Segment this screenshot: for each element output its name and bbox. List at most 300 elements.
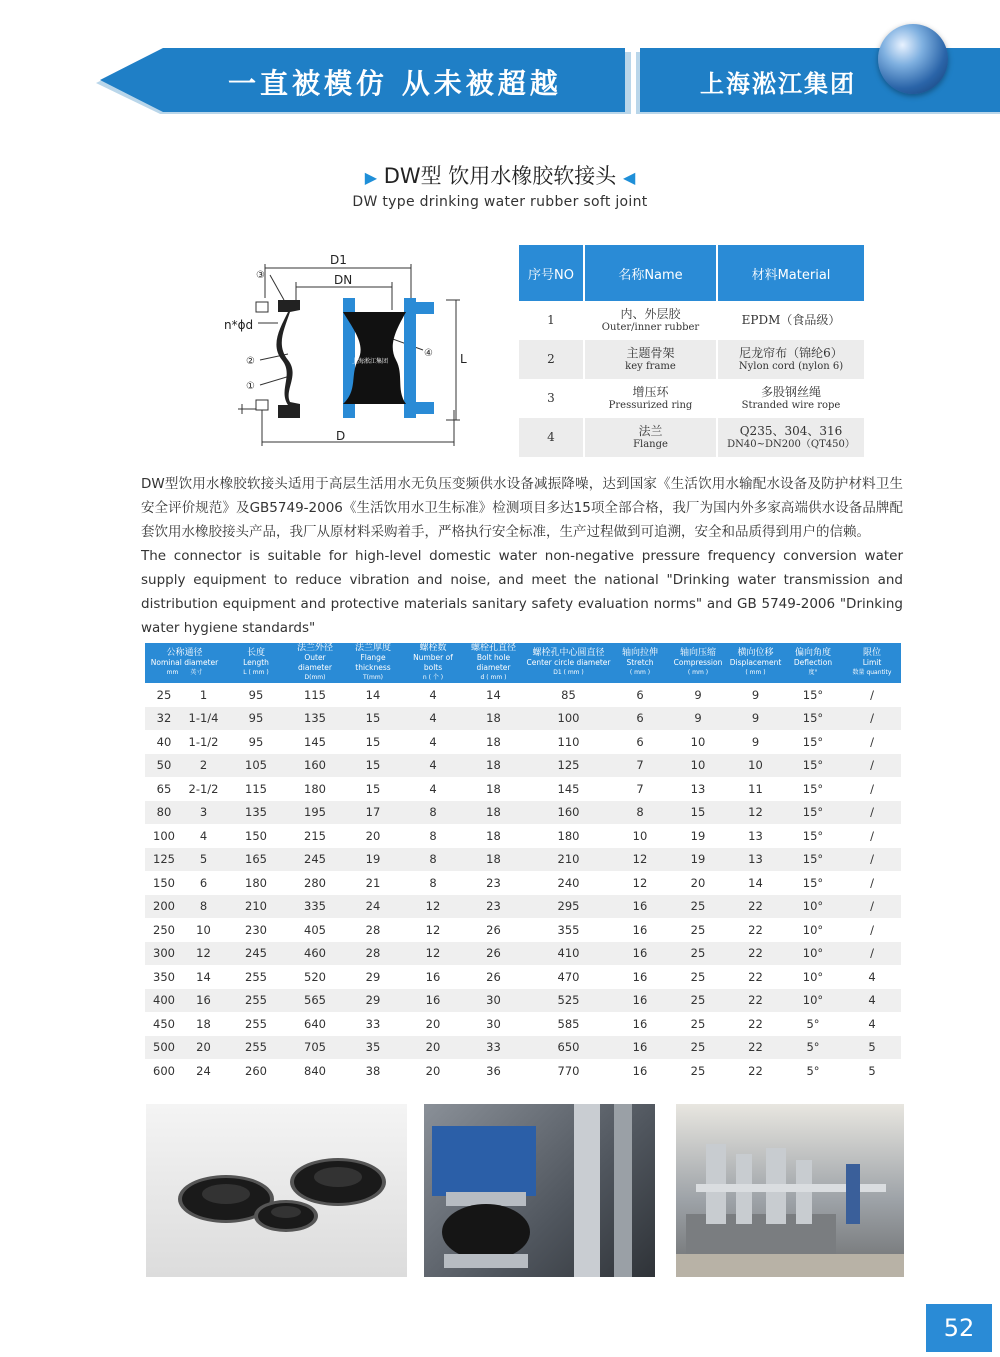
- materials-material-1: 尼龙帘布（锦纶6）: [739, 345, 843, 360]
- materials-name-en: key frame: [625, 360, 676, 372]
- table-cell: 115: [245, 781, 267, 796]
- table-row: [145, 895, 901, 919]
- table-cell: 295: [525, 895, 612, 919]
- table-cell: 22: [728, 989, 783, 1013]
- table-cell: 5°: [806, 1016, 820, 1031]
- label-dn: DN: [334, 273, 353, 287]
- materials-material: [717, 379, 864, 418]
- table-cell: 19: [690, 828, 706, 843]
- table-cell: 100: [153, 828, 175, 843]
- table-cell: 22: [748, 969, 763, 984]
- table-cell: /: [870, 828, 874, 843]
- table-cell: 38: [365, 1063, 381, 1078]
- spec-header-en: Flange thickness: [355, 653, 391, 672]
- table-cell: /: [870, 922, 874, 937]
- materials-header-no: 序号NO: [519, 245, 584, 301]
- spec-header-cn: 螺栓孔中心圆直径: [532, 648, 605, 658]
- table-cell: 8: [404, 848, 462, 872]
- table-cell: 180: [245, 875, 267, 890]
- table-cell: 21: [365, 875, 381, 890]
- materials-name-en: Pressurized ring: [608, 399, 693, 411]
- table-cell: 15°: [802, 687, 824, 702]
- table-cell: 95: [248, 734, 264, 749]
- table-cell: 15°: [783, 801, 843, 825]
- table-cell: 95: [248, 687, 264, 702]
- materials-name: [584, 340, 717, 379]
- table-cell: 16: [404, 989, 462, 1013]
- table-cell: 5: [843, 1036, 901, 1060]
- materials-name-cn: 法兰: [638, 423, 663, 438]
- spec-header-cn: 法兰外径: [296, 643, 333, 653]
- table-row: [145, 683, 901, 707]
- table-cell: 33: [462, 1036, 525, 1060]
- materials-row: [519, 418, 864, 457]
- table-cell: 2: [183, 754, 224, 778]
- table-row: [145, 801, 901, 825]
- table-cell: 585: [557, 1016, 580, 1031]
- materials-name-en: Outer/inner rubber: [601, 321, 700, 333]
- table-cell: 10°: [783, 942, 843, 966]
- table-cell: 7: [636, 781, 644, 796]
- table-cell: 840: [304, 1063, 326, 1078]
- spec-header-en: Stretch: [626, 658, 654, 667]
- spec-header-cn: 法兰厚度: [354, 643, 391, 653]
- table-cell: 8: [404, 801, 462, 825]
- materials-row: [519, 379, 864, 418]
- table-cell: 15: [365, 781, 381, 796]
- spec-header-cell: [145, 643, 224, 683]
- triangle-right-icon: ▶: [364, 168, 377, 187]
- table-cell: 23: [486, 875, 501, 890]
- table-row: [145, 1012, 901, 1036]
- table-cell: 1-1/4: [183, 707, 224, 731]
- table-cell: 5: [868, 1063, 876, 1078]
- spec-header-cell: [612, 643, 668, 683]
- table-cell: 15: [668, 801, 728, 825]
- table-cell: 25: [690, 1063, 706, 1078]
- materials-no: 3: [519, 379, 584, 418]
- spec-header-unit: L ( mm ): [243, 669, 269, 676]
- table-cell: 9: [751, 687, 760, 702]
- spec-header-cn: 轴向压缩: [679, 648, 716, 658]
- spec-header-en: Bolt hole diameter: [476, 653, 511, 672]
- table-cell: 13: [748, 828, 763, 843]
- table-cell: 4: [843, 989, 901, 1013]
- table-cell: /: [870, 781, 874, 796]
- table-cell: 12: [728, 801, 783, 825]
- table-cell: 125: [145, 848, 183, 872]
- spec-header-en: Deflection: [793, 658, 833, 667]
- table-cell: 280: [304, 875, 326, 890]
- table-cell: 16: [612, 942, 668, 966]
- table-cell: 405: [304, 922, 326, 937]
- materials-material: [717, 418, 864, 457]
- callout-4: ④: [424, 348, 433, 359]
- spec-table: [145, 643, 901, 1083]
- triangle-left-icon: ◀: [622, 168, 636, 187]
- materials-row: [519, 301, 864, 340]
- table-cell: /: [843, 754, 901, 778]
- table-cell: 16: [632, 1016, 648, 1031]
- table-cell: 12: [425, 922, 441, 937]
- table-cell: 15°: [802, 781, 824, 796]
- table-cell: 28: [365, 922, 381, 937]
- table-cell: /: [870, 687, 874, 702]
- page-title: [0, 160, 1000, 190]
- table-cell: 25: [668, 942, 728, 966]
- spec-header-row: [145, 643, 901, 683]
- table-cell: 14: [196, 969, 211, 984]
- spec-header-cn: 公称通径: [166, 648, 203, 658]
- table-cell: 15°: [802, 828, 824, 843]
- product-description: [141, 472, 903, 640]
- spec-header-unit: ( mm ): [745, 669, 766, 676]
- table-cell: 18: [462, 707, 525, 731]
- materials-name-cn: 主题骨架: [626, 345, 675, 360]
- spec-header-cn: 限位: [862, 648, 881, 658]
- table-cell: 2-1/2: [188, 781, 219, 796]
- table-cell: 215: [304, 828, 326, 843]
- table-cell: 12: [612, 848, 668, 872]
- label-d: D: [336, 429, 346, 443]
- table-cell: 16: [632, 969, 648, 984]
- materials-table: [519, 245, 864, 457]
- table-cell: 350: [153, 969, 175, 984]
- table-cell: 640: [304, 1016, 326, 1031]
- spec-header-unit: D(mm): [304, 674, 326, 681]
- table-cell: 210: [525, 848, 612, 872]
- table-cell: 410: [525, 942, 612, 966]
- table-cell: 15°: [783, 707, 843, 731]
- table-row: [145, 848, 901, 872]
- table-cell: 17: [342, 801, 404, 825]
- table-cell: 135: [288, 707, 342, 731]
- description-en: The connector is suitable for high-level domestic water non-negative pressure frequency conversion water supply equipment to reduce vibration and noise, and meet the national "Drinking water transmission and distribution equipment and protective materials sanitary safety evaluation norms" and GB 5749-2006 "Drinking water hygiene standards": [141, 548, 903, 636]
- table-cell: 125: [525, 754, 612, 778]
- table-cell: 20: [425, 1016, 441, 1031]
- table-cell: 15°: [783, 848, 843, 872]
- table-row: [145, 777, 901, 801]
- table-cell: 10°: [783, 989, 843, 1013]
- table-cell: 8: [429, 875, 437, 890]
- table-cell: 520: [304, 969, 326, 984]
- spec-header-cell: [525, 643, 612, 683]
- table-cell: 16: [632, 922, 648, 937]
- materials-header-material: 材料Material: [717, 245, 864, 301]
- table-cell: 15°: [802, 734, 824, 749]
- table-cell: 10: [668, 754, 728, 778]
- table-cell: 25: [668, 895, 728, 919]
- table-row: [145, 1059, 901, 1083]
- table-cell: 3: [183, 801, 224, 825]
- table-cell: 18: [462, 848, 525, 872]
- table-cell: 600: [153, 1063, 175, 1078]
- table-cell: 4: [868, 969, 876, 984]
- table-cell: 1: [199, 687, 208, 702]
- spec-header-en: Center circle diameter: [526, 658, 611, 667]
- table-cell: 22: [748, 922, 763, 937]
- table-cell: 22: [748, 1016, 763, 1031]
- materials-material: [717, 301, 864, 340]
- table-cell: 20: [425, 1063, 441, 1078]
- materials-name: [584, 301, 717, 340]
- materials-material-1: 多股钢丝绳: [760, 384, 821, 399]
- table-cell: 5°: [806, 1063, 820, 1078]
- materials-name: [584, 379, 717, 418]
- callout-2: ②: [246, 356, 255, 367]
- table-cell: /: [843, 707, 901, 731]
- table-cell: 460: [288, 942, 342, 966]
- table-row: [145, 989, 901, 1013]
- materials-header-name: 名称Name: [584, 245, 717, 301]
- table-cell: 25: [668, 1036, 728, 1060]
- table-cell: 200: [145, 895, 183, 919]
- table-cell: 22: [728, 942, 783, 966]
- spec-header-cell: [462, 643, 525, 683]
- table-cell: 180: [304, 781, 326, 796]
- table-cell: 15°: [783, 754, 843, 778]
- table-cell: 29: [342, 989, 404, 1013]
- table-cell: 26: [486, 922, 501, 937]
- table-cell: 5: [183, 848, 224, 872]
- product-photo-installed: [424, 1104, 655, 1277]
- table-cell: 18: [486, 734, 501, 749]
- table-cell: 18: [486, 781, 501, 796]
- table-cell: 10°: [802, 969, 824, 984]
- table-cell: 13: [690, 781, 706, 796]
- table-cell: 16: [183, 989, 224, 1013]
- table-cell: 4: [404, 707, 462, 731]
- header-slogan: 一直被模仿 从未被超越: [228, 67, 562, 100]
- table-cell: 400: [145, 989, 183, 1013]
- spec-header-cell: [728, 643, 783, 683]
- table-cell: 19: [342, 848, 404, 872]
- spec-header-unit: D1 ( mm ): [553, 669, 584, 676]
- table-cell: 16: [612, 1036, 668, 1060]
- table-cell: 150: [153, 875, 175, 890]
- table-cell: 145: [557, 781, 580, 796]
- spec-header-cn: 长度: [246, 648, 265, 658]
- spec-header-en: Nominal diameter: [150, 658, 219, 667]
- table-cell: 245: [288, 848, 342, 872]
- table-cell: 23: [462, 895, 525, 919]
- materials-no: 1: [519, 301, 584, 340]
- materials-name: [584, 418, 717, 457]
- table-row: [145, 1036, 901, 1060]
- table-cell: 14: [365, 687, 381, 702]
- table-cell: /: [870, 734, 874, 749]
- table-cell: 150: [245, 828, 267, 843]
- table-cell: 10: [690, 734, 706, 749]
- table-cell: 160: [288, 754, 342, 778]
- callout-3: ③: [256, 270, 265, 281]
- spec-header-unit: 度°: [808, 669, 818, 676]
- table-cell: 18: [462, 754, 525, 778]
- table-row: [145, 824, 901, 848]
- table-cell: 95: [224, 707, 288, 731]
- spec-header-en: Compression: [673, 658, 723, 667]
- table-cell: 10: [196, 922, 211, 937]
- table-cell: 80: [145, 801, 183, 825]
- table-cell: 255: [245, 969, 267, 984]
- table-cell: 115: [304, 687, 326, 702]
- spec-header-cn: 螺栓数: [419, 643, 447, 653]
- spec-header-en: Limit: [862, 658, 882, 667]
- materials-no: 4: [519, 418, 584, 457]
- table-cell: 4: [429, 781, 437, 796]
- table-cell: 4: [404, 754, 462, 778]
- spec-header-en: Displacement: [729, 658, 782, 667]
- table-cell: 8: [183, 895, 224, 919]
- materials-row: [519, 340, 864, 379]
- table-cell: 500: [145, 1036, 183, 1060]
- table-cell: 36: [486, 1063, 501, 1078]
- globe-icon: [878, 24, 948, 94]
- table-cell: 15: [365, 734, 381, 749]
- table-cell: 16: [612, 895, 668, 919]
- table-cell: 100: [525, 707, 612, 731]
- table-cell: 13: [728, 848, 783, 872]
- spec-header-cell: [783, 643, 843, 683]
- materials-material: [717, 340, 864, 379]
- table-cell: 25: [690, 969, 706, 984]
- table-cell: 6: [199, 875, 208, 890]
- spec-header-unit: n ( 个 ): [422, 674, 444, 681]
- table-cell: 12: [404, 895, 462, 919]
- table-cell: 15: [342, 707, 404, 731]
- table-cell: /: [843, 801, 901, 825]
- spec-header-cell: [843, 643, 901, 683]
- table-cell: 525: [525, 989, 612, 1013]
- callout-1: ①: [246, 381, 255, 392]
- table-cell: 105: [224, 754, 288, 778]
- spec-header-en: Number of bolts: [413, 653, 453, 672]
- page-title-text: DW型 饮用水橡胶软接头: [383, 164, 617, 188]
- table-cell: 5°: [783, 1036, 843, 1060]
- table-cell: 10°: [783, 895, 843, 919]
- table-cell: 180: [557, 828, 580, 843]
- description-cn: DW型饮用水橡胶软接头适用于高层生活用水无负压变频供水设备减振降噪，达到国家《生活饮用水输配水设备及防护材料卫生安全评价规范》及GB5749-2006《生活饮用水卫生标准》检测项目多达15项全部合格，我厂为国内外多家高端供水设备品牌配套饮用水橡胶接头产品，我厂从原材料采购着手，严格执行安全标准，生产过程做到可追溯，安全和品质得到用户的信赖。: [141, 476, 903, 540]
- table-cell: 35: [342, 1036, 404, 1060]
- table-cell: 245: [224, 942, 288, 966]
- table-cell: 15°: [802, 875, 824, 890]
- spec-header-cn: 横向位移: [737, 648, 774, 658]
- table-cell: 14: [748, 875, 763, 890]
- table-cell: 6: [636, 734, 644, 749]
- table-cell: 25: [690, 922, 706, 937]
- table-cell: 20: [690, 875, 706, 890]
- table-cell: 8: [612, 801, 668, 825]
- table-cell: 26: [486, 969, 501, 984]
- table-cell: 4: [199, 828, 208, 843]
- table-cell: 770: [557, 1063, 580, 1078]
- materials-material-2: DN40~DN200（QT450）: [727, 438, 855, 450]
- spec-header-en: Length: [243, 658, 269, 667]
- table-cell: 40: [156, 734, 172, 749]
- page-number: 52: [926, 1304, 992, 1352]
- table-cell: 20: [183, 1036, 224, 1060]
- table-cell: 7: [612, 754, 668, 778]
- table-cell: /: [843, 848, 901, 872]
- table-cell: 22: [748, 1063, 763, 1078]
- table-cell: /: [843, 942, 901, 966]
- table-row: [145, 730, 901, 754]
- spec-header-unit: mm 英寸: [166, 669, 203, 676]
- table-cell: 25: [690, 1016, 706, 1031]
- table-cell: 26: [462, 942, 525, 966]
- table-cell: 14: [486, 687, 501, 702]
- table-cell: 25: [156, 687, 172, 702]
- table-cell: 195: [288, 801, 342, 825]
- table-row: [145, 754, 901, 778]
- table-cell: 110: [557, 734, 580, 749]
- table-cell: 16: [632, 1063, 648, 1078]
- table-cell: 230: [245, 922, 267, 937]
- table-cell: 32: [145, 707, 183, 731]
- table-cell: 470: [557, 969, 580, 984]
- table-cell: 16: [425, 969, 441, 984]
- table-cell: 9: [728, 707, 783, 731]
- table-cell: 19: [668, 848, 728, 872]
- table-cell: 50: [145, 754, 183, 778]
- table-cell: 705: [288, 1036, 342, 1060]
- table-row: [145, 942, 901, 966]
- label-d1: D1: [330, 253, 347, 267]
- table-row: [145, 965, 901, 989]
- table-cell: 22: [728, 895, 783, 919]
- materials-no: 2: [519, 340, 584, 379]
- materials-material-1: Q235、304、316: [739, 423, 843, 438]
- table-cell: 4: [429, 734, 437, 749]
- spec-header-cn: 偏向角度: [794, 648, 831, 658]
- product-photo-joints: [146, 1104, 407, 1277]
- table-cell: 565: [288, 989, 342, 1013]
- table-cell: 29: [365, 969, 381, 984]
- company-name: 上海淞江集团: [700, 70, 856, 98]
- spec-header-unit: T(mm): [362, 674, 384, 681]
- table-cell: 355: [557, 922, 580, 937]
- table-cell: 12: [183, 942, 224, 966]
- table-row: [145, 871, 901, 895]
- table-cell: 300: [145, 942, 183, 966]
- spec-header-cell: [224, 643, 288, 683]
- table-cell: 255: [245, 1016, 267, 1031]
- diagram-brand-text: 上海淞江集团: [351, 358, 389, 365]
- table-cell: 12: [632, 875, 648, 890]
- table-cell: 650: [525, 1036, 612, 1060]
- table-cell: 30: [486, 1016, 501, 1031]
- table-cell: 255: [224, 1036, 288, 1060]
- spec-header-cell: [668, 643, 728, 683]
- materials-name-en: Flange: [633, 438, 668, 450]
- table-cell: 135: [224, 801, 288, 825]
- spec-header-en: Outer diameter: [298, 653, 332, 672]
- spec-header-cell: [404, 643, 462, 683]
- table-cell: 11: [748, 781, 763, 796]
- table-cell: 9: [668, 707, 728, 731]
- table-cell: 240: [557, 875, 580, 890]
- table-cell: 18: [462, 801, 525, 825]
- table-cell: 210: [224, 895, 288, 919]
- table-cell: 24: [342, 895, 404, 919]
- table-cell: 4: [429, 687, 437, 702]
- spec-header-unit: d ( mm ): [480, 674, 507, 681]
- materials-name-cn: 内、外层胶: [620, 306, 681, 321]
- table-cell: 18: [486, 828, 501, 843]
- table-cell: 9: [751, 734, 760, 749]
- table-cell: /: [870, 875, 874, 890]
- label-bolt-hole: n*ϕd: [224, 318, 254, 332]
